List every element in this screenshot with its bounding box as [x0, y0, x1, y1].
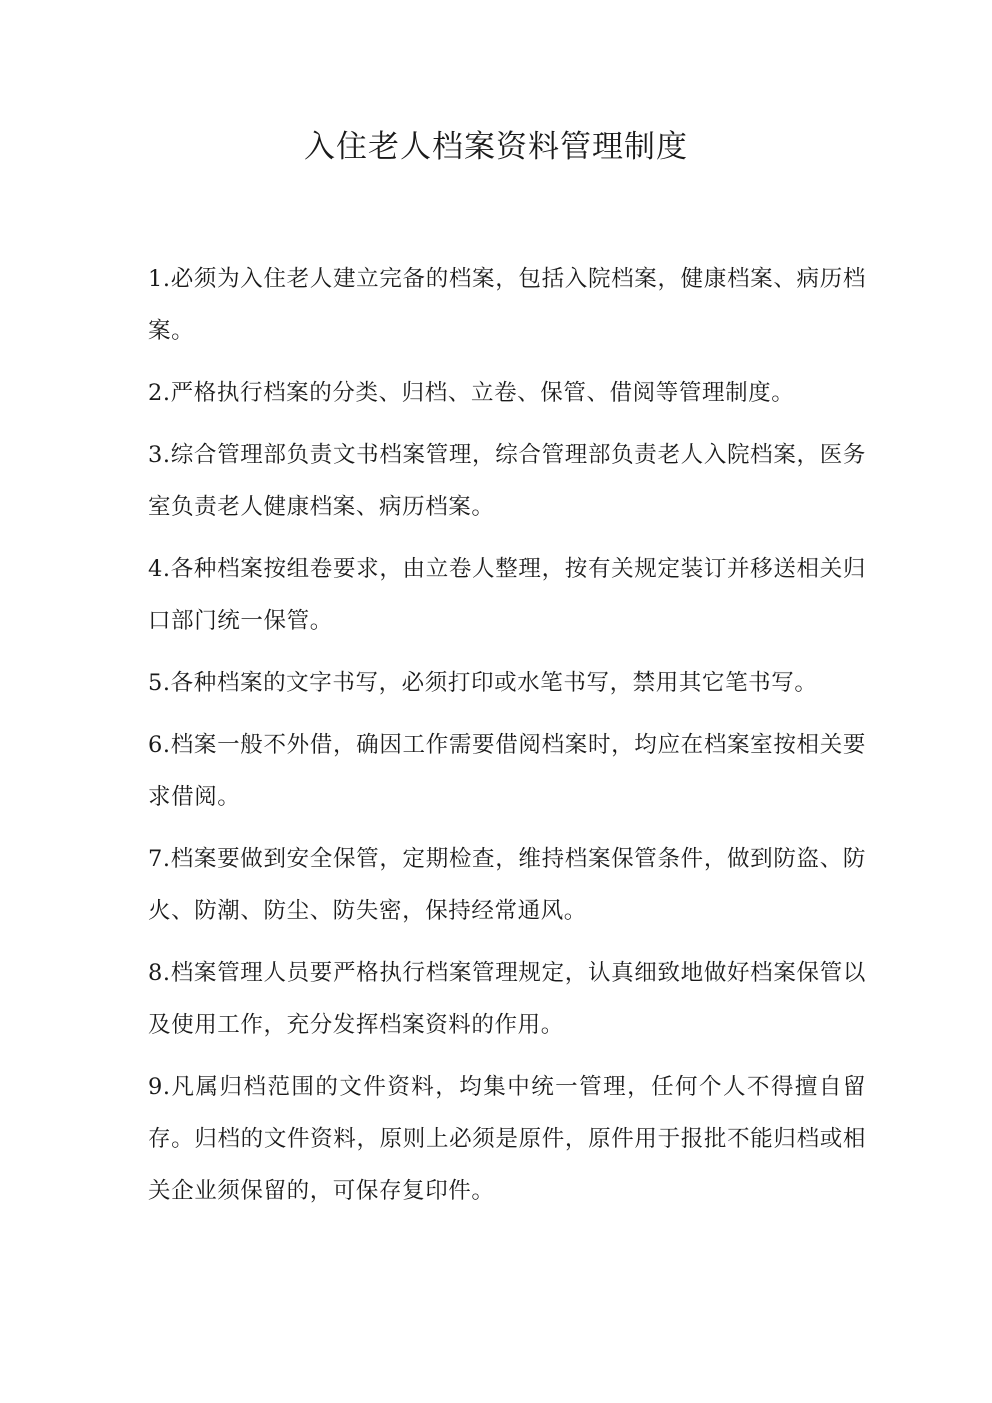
clause-1: 1.必须为入住老人建立完备的档案，包括入院档案，健康档案、病历档案。: [148, 266, 866, 344]
clause-2: 2.严格执行档案的分类、归档、立卷、保管、借阅等管理制度。: [148, 380, 795, 406]
clause-8: 8.档案管理人员要严格执行档案管理规定，认真细致地做好档案保管以及使用工作，充分发挥档案资料的作用。: [148, 960, 866, 1038]
document-title: 入住老人档案资料管理制度: [304, 129, 688, 165]
clause-4: 4.各种档案按组卷要求，由立卷人整理，按有关规定装订并移送相关归口部门统一保管。: [148, 556, 866, 634]
clause-6: 6.档案一般不外借，确因工作需要借阅档案时，均应在档案室按相关要求借阅。: [148, 732, 866, 810]
clause-3: 3.综合管理部负责文书档案管理，综合管理部负责老人入院档案，医务室负责老人健康档案、病历档案。: [148, 442, 866, 520]
clause-7: 7.档案要做到安全保管，定期检查，维持档案保管条件，做到防盗、防火、防潮、防尘、防失密，保持经常通风。: [148, 846, 866, 924]
clause-9: 9.凡属归档范围的文件资料，均集中统一管理，任何个人不得擅自留存。归档的文件资料，原则上必须是原件，原件用于报批不能归档或相关企业须保留的，可保存复印件。: [148, 1074, 866, 1204]
clause-list: [148, 253, 866, 1227]
clause-5: 5.各种档案的文字书写，必须打印或水笔书写，禁用其它笔书写。: [148, 670, 818, 696]
